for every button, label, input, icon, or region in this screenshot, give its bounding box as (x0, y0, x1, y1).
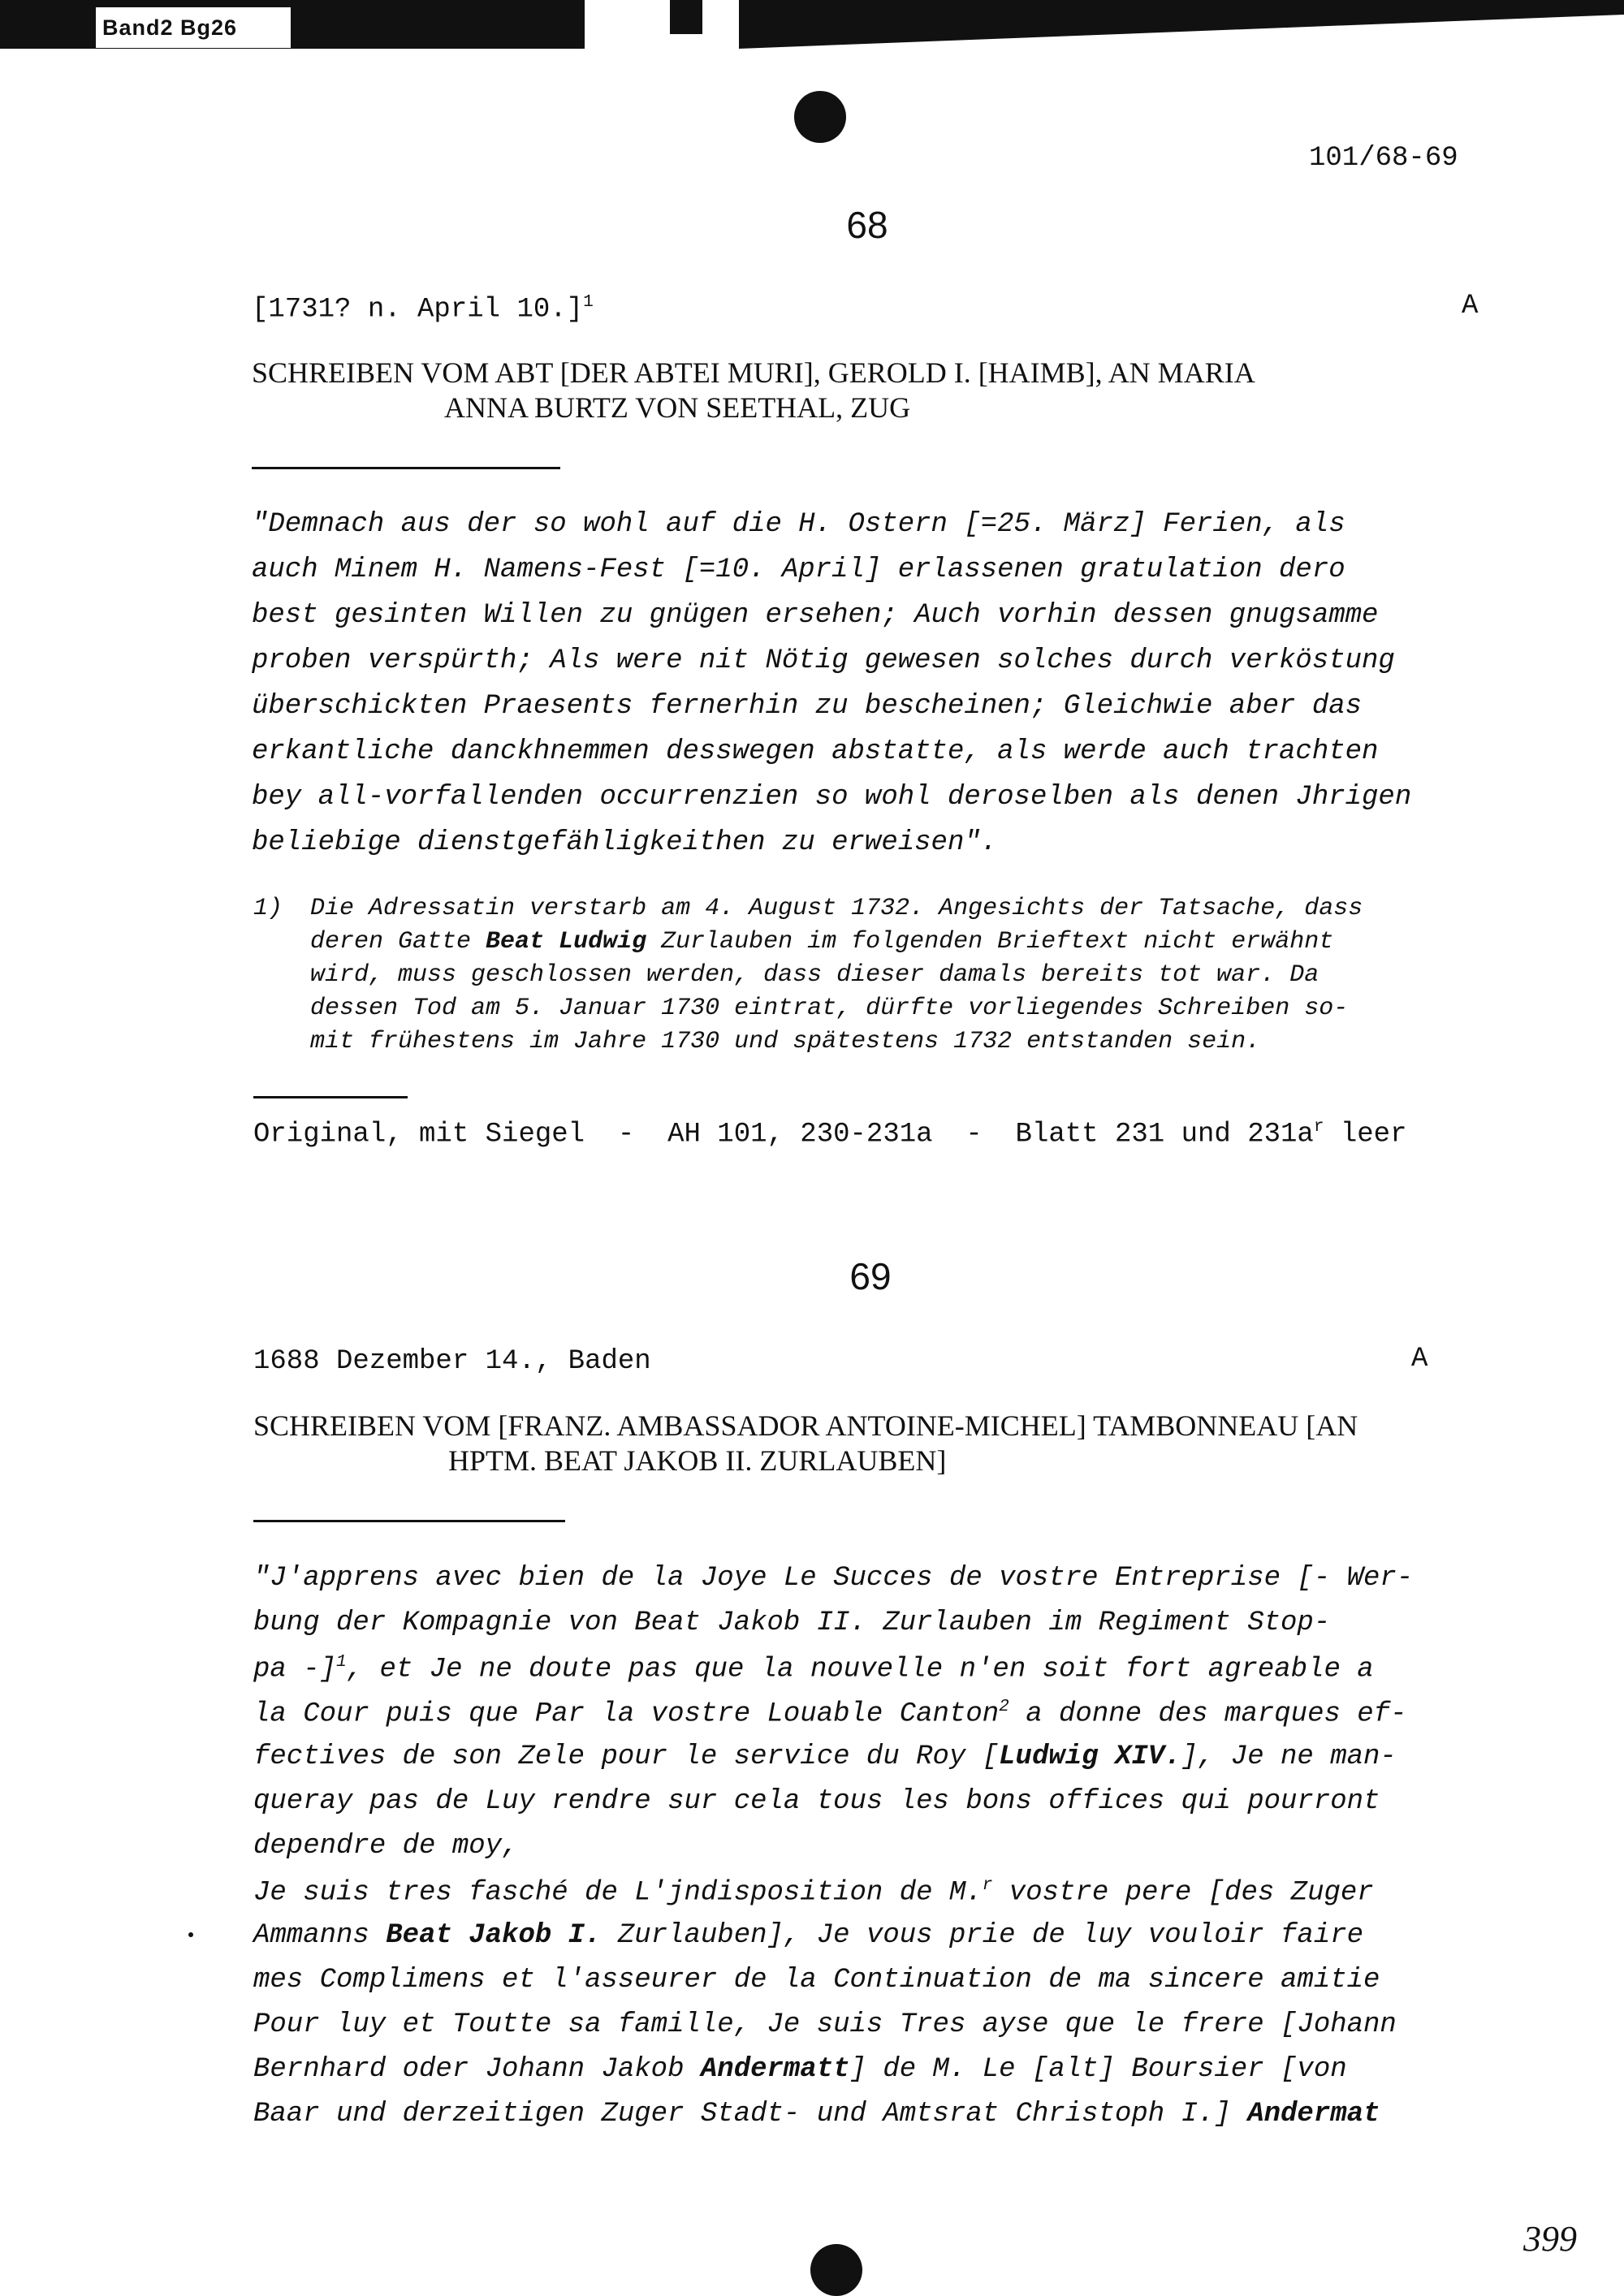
separator-rule (252, 467, 560, 469)
stray-mark (188, 1932, 193, 1937)
body-line: bey all-vorfallenden occurrenzien so wohl deroselben als denen Jhrigen (252, 782, 1412, 813)
document-number-69: 69 (849, 1255, 892, 1297)
body-line: überschickten Praesents fernerhin zu bescheinen; Gleichwie aber das (252, 691, 1363, 722)
scan-edge-bar-right (739, 0, 1624, 49)
handwritten-page-number: 399 (1523, 2219, 1577, 2259)
body-line: auch Minem H. Namens-Fest [=10. April] erlassenen gratulation dero (252, 555, 1345, 585)
separator-rule (253, 1096, 408, 1098)
footnote-line: dessen Tod am 5. Januar 1730 eintrat, dürfte vorliegendes Schreiben so- (310, 995, 1349, 1022)
body-line: Ammanns Beat Jakob I. Zurlauben], Je vous prie de luy vouloir faire (253, 1920, 1364, 1951)
body-line: "Demnach aus der so wohl auf die H. Ostern [=25. März] Ferien, als (252, 509, 1345, 540)
footnote-line: Die Adressatin verstarb am 4. August 1732. Angesichts der Tatsache, dass (310, 895, 1363, 922)
body-line: la Cour puis que Par la vostre Louable Canton$^2$ a donne des marques ef- (253, 1697, 1407, 1730)
doc68-date: [1731? n. April 10.]$^1$ (252, 292, 594, 326)
body-line: queray pas de Luy rendre sur cela tous les bons offices qui pourront (253, 1786, 1380, 1817)
body-line: erkantliche danckhnemmen desswegen abstatte, als werde auch trachten (252, 736, 1379, 767)
doc68-title-line2: ANNA BURTZ VON SEETHAL, ZUG (444, 391, 911, 424)
doc68-source-note: Original, mit Siegel - AH 101, 230-231a - Blatt 231 und $231a^r$ leer (253, 1117, 1407, 1150)
body-line: fectives de son Zele pour le service du Roy [Ludwig XIV.], Je ne man- (253, 1741, 1397, 1772)
punch-hole-bottom (810, 2244, 862, 2296)
body-line: best gesinten Willen zu gnügen ersehen; Auch vorhin dessen gnugsamme (252, 600, 1379, 631)
body-line: Bernhard oder Johann Jakob Andermatt] de M. Le [alt] Boursier [von (253, 2054, 1347, 2085)
scan-edge-mark (670, 0, 702, 34)
footnote-line: deren Gatte Beat Ludwig Zurlauben im folgenden Brieftext nicht erwähnt (310, 928, 1334, 956)
body-line: proben verspürth; Als were nit Nötig gewesen solches durch verköstung (252, 645, 1395, 676)
band-tag: Band2 Bg26 (96, 7, 291, 48)
body-line: Pour luy et Toutte sa famille, Je suis Tres ayse que le frere [Johann (253, 2009, 1397, 2040)
doc69-title-line2: HPTM. BEAT JAKOB II. ZURLAUBEN] (448, 1444, 947, 1477)
punch-hole-top (794, 91, 846, 143)
footnote-line: wird, muss geschlossen werden, dass dieser damals bereits tot war. Da (310, 961, 1320, 989)
footnote-marker: 1) (253, 895, 283, 922)
doc69-title-line1: SCHREIBEN VOM [FRANZ. AMBASSADOR ANTOINE-MICHEL] TAMBONNEAU [AN (253, 1409, 1358, 1442)
doc69-date: 1688 Dezember 14., Baden (253, 1346, 651, 1377)
document-number-68: 68 (846, 204, 888, 246)
body-line: beliebige dienstgefähligkeithen zu erweisen". (252, 827, 998, 858)
body-line: bung der Kompagnie von Beat Jakob II. Zurlauben im Regiment Stop- (253, 1608, 1331, 1638)
body-line: mes Complimens et l'asseurer de la Continuation de ma sincere amitie (253, 1965, 1380, 1996)
doc68-title-line1: SCHREIBEN VOM ABT [DER ABTEI MURI], GEROLD I. [HAIMB], AN MARIA (252, 356, 1255, 389)
archive-reference: 101/68-69 (1309, 143, 1458, 174)
doc68-label: A (1462, 291, 1479, 322)
separator-rule (253, 1520, 565, 1522)
body-line: dependre de moy, (253, 1831, 519, 1862)
doc69-label: A (1411, 1344, 1428, 1375)
footnote-line: mit frühestens im Jahre 1730 und spätestens 1732 entstanden sein. (310, 1028, 1261, 1055)
body-line: Baar und derzeitigen Zuger Stadt- und Amtsrat Christoph I.] Andermat (253, 2099, 1380, 2130)
body-line: pa -]$^1$, et Je ne doute pas que la nouvelle n'en soit fort agreable a (253, 1652, 1374, 1685)
scan-edge-bar-left (0, 0, 585, 49)
body-line: "J'apprens avec bien de la Joye Le Succes de vostre Entreprise [- Wer- (253, 1563, 1414, 1594)
body-line: Je suis tres fasché de L'jndisposition de M.$^r$ vostre pere [des Zuger (253, 1875, 1374, 1909)
